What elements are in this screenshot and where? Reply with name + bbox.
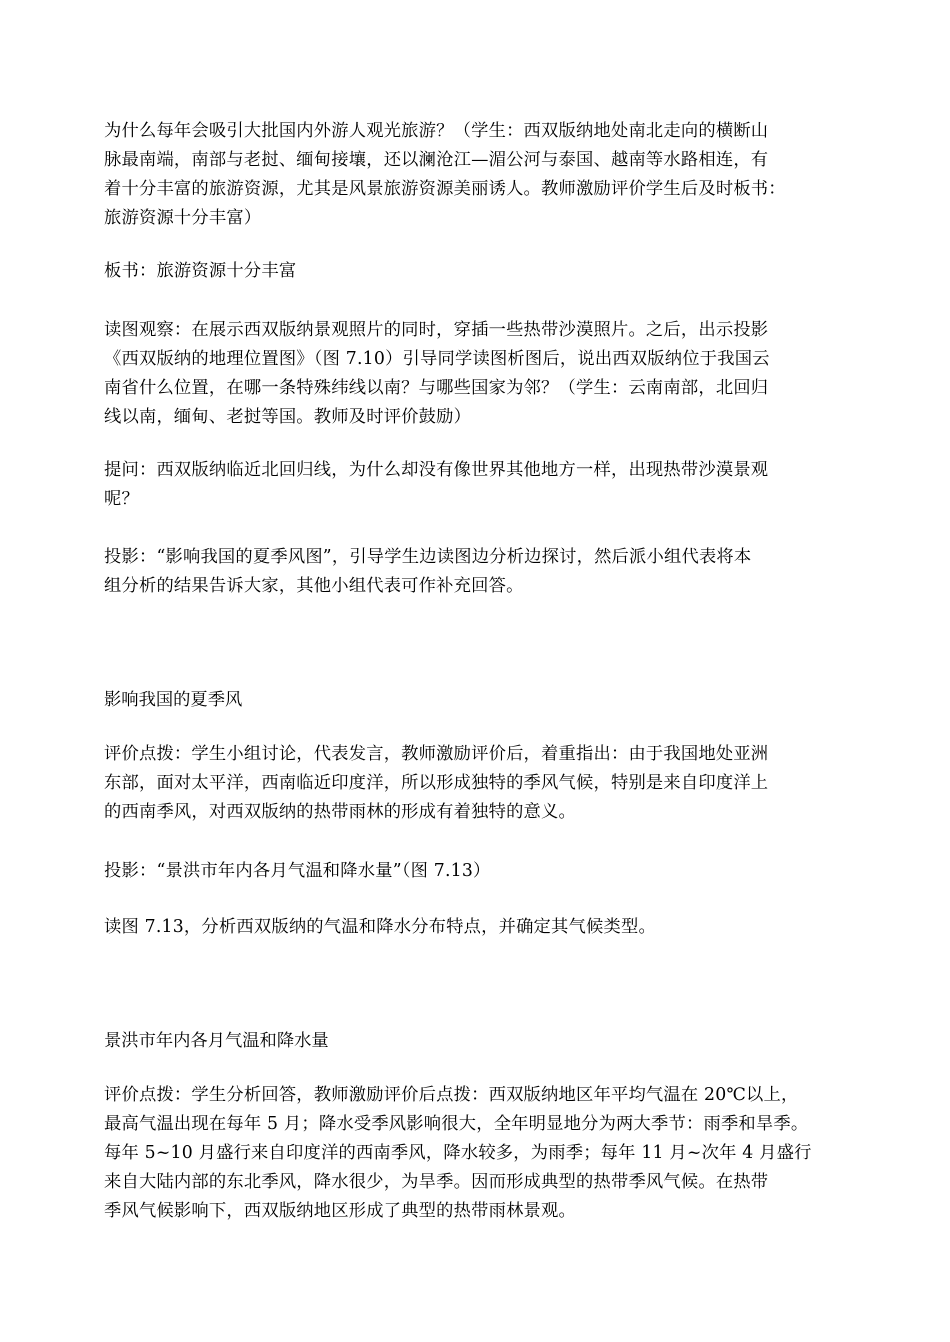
text-line: 板书：旅游资源十分丰富	[104, 261, 297, 281]
paragraph-question	[104, 456, 856, 514]
paragraph-map-reading	[104, 316, 856, 432]
paragraph-evaluation-monsoon	[104, 740, 856, 827]
text-line: 东部，面对太平洋，西南临近印度洋，所以形成独特的季风气候，特别是来自印度洋上	[104, 773, 769, 793]
text-line: 为什么每年会吸引大批国内外游人观光旅游？（学生：西双版纳地处南北走向的横断山	[104, 121, 769, 141]
text-line: 季风气候影响下，西双版纳地区形成了典型的热带雨林景观。	[104, 1201, 576, 1221]
figure-caption-summer-monsoon: 影响我国的夏季风	[104, 690, 243, 710]
text-line: 每年 5~10 月盛行来自印度洋的西南季风，降水较多，为雨季；每年 11 月~次年 4 月盛行	[104, 1143, 812, 1163]
text-line: 的西南季风，对西双版纳的热带雨林的形成有着独特的意义。	[104, 802, 576, 822]
text-line: 《西双版纳的地理位置图》（图 7.10）引导同学读图析图后，说出西双版纳位于我国云	[104, 349, 770, 369]
text-line: 着十分丰富的旅游资源，尤其是风景旅游资源美丽诱人。教师激励评价学生后及时板书：	[104, 179, 786, 199]
text-line: 读图 7.13，分析西双版纳的气温和降水分布特点，并确定其气候类型。	[104, 917, 656, 937]
text-line: 呢？	[104, 489, 139, 509]
text-line: 投影：“影响我国的夏季风图”，引导学生边读图边分析边探讨，然后派小组代表将本	[104, 547, 752, 567]
text-line: 线以南，缅甸、老挝等国。教师及时评价鼓励）	[104, 407, 472, 427]
text-line: 评价点拨：学生分析回答，教师激励评价后点拨：西双版纳地区年平均气温在 20℃以上，	[104, 1085, 799, 1105]
text-line: 提问：西双版纳临近北回归线，为什么却没有像世界其他地方一样，出现热带沙漠景观	[104, 460, 769, 480]
text-line: 读图观察：在展示西双版纳景观照片的同时，穿插一些热带沙漠照片。之后，出示投影	[104, 320, 769, 340]
text-line: 来自大陆内部的东北季风，降水很少，为旱季。因而形成典型的热带季风气候。在热带	[104, 1172, 769, 1192]
text-line: 最高气温出现在每年 5 月；降水受季风影响很大，全年明显地分为两大季节：雨季和旱季。	[104, 1114, 809, 1134]
paragraph-projection-jinghong	[104, 857, 856, 886]
paragraph-read-figure	[104, 913, 856, 942]
text-line: 投影：“景洪市年内各月气温和降水量”（图 7.13）	[104, 861, 491, 881]
paragraph-evaluation-climate	[104, 1081, 856, 1226]
paragraph-projection-summer-monsoon	[104, 543, 856, 601]
text-line: 脉最南端，南部与老挝、缅甸接壤，还以澜沧江—湄公河与泰国、越南等水路相连，有	[104, 150, 769, 170]
text-line: 旅游资源十分丰富）	[104, 208, 262, 228]
text-line: 组分析的结果告诉大家，其他小组代表可作补充回答。	[104, 576, 524, 596]
paragraph-tourism-question	[104, 117, 856, 233]
paragraph-blackboard-note	[104, 257, 856, 286]
text-line: 南省什么位置，在哪一条特殊纬线以南？与哪些国家为邻？（学生：云南南部，北回归	[104, 378, 769, 398]
text-line: 评价点拨：学生小组讨论，代表发言，教师激励评价后，着重指出：由于我国地处亚洲	[104, 744, 769, 764]
figure-caption-jinghong-climate: 景洪市年内各月气温和降水量	[104, 1031, 329, 1051]
